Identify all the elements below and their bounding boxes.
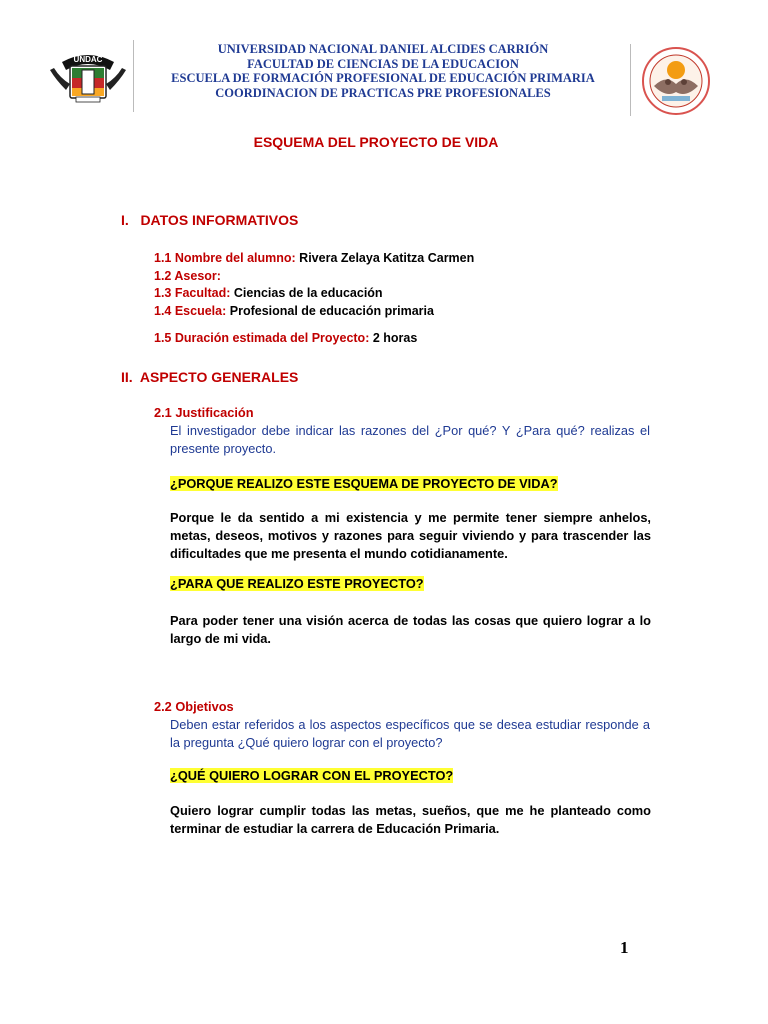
header-divider-left	[133, 40, 134, 112]
section1-heading: I. DATOS INFORMATIVOS	[121, 212, 299, 228]
page-number: 1	[620, 938, 629, 957]
item-label: 1.3 Facultad:	[154, 286, 231, 300]
item-label: 1.5 Duración estimada del Proyecto:	[154, 331, 370, 345]
question-goal-text: ¿QUÉ QUIERO LOGRAR CON EL PROYECTO?	[170, 768, 454, 783]
page-title: ESQUEMA DEL PROYECTO DE VIDA	[253, 134, 499, 150]
header-coordination: COORDINACION DE PRACTICAS PRE PROFESIONALES	[215, 85, 551, 100]
header-university: UNIVERSIDAD NACIONAL DANIEL ALCIDES CARRIÓN	[217, 42, 549, 56]
sub2-instruction: Deben estar referidos a los aspectos específicos que se desea estudiar responde a la pregunta ¿Qué quiero lograr con el proyecto?	[170, 717, 650, 750]
item-value: 2 horas	[369, 331, 418, 345]
sub1-heading: 2.1 Justificación	[154, 405, 254, 420]
item-school	[154, 303, 474, 321]
sub2-heading: 2.2 Objetivos	[154, 699, 234, 714]
section2-heading: II. ASPECTO GENERALES	[121, 369, 299, 385]
question-what-for	[170, 576, 424, 591]
right-seal	[638, 46, 714, 118]
left-logo	[48, 50, 128, 104]
item-student-name	[154, 250, 474, 268]
header-school: ESCUELA DE FORMACIÓN PROFESIONAL DE EDUCACIÓN PRIMARIA	[171, 71, 595, 85]
item-advisor	[154, 268, 474, 286]
header-text	[136, 42, 630, 100]
section1-list	[154, 250, 474, 320]
item-label: 1.1 Nombre del alumno:	[154, 251, 296, 265]
question-why-text: ¿PORQUE REALIZO ESTE ESQUEMA DE PROYECTO DE VIDA?	[170, 476, 558, 491]
item-value: Rivera Zelaya Katitza Carmen	[295, 251, 475, 265]
sub1-instruction: El investigador debe indicar las razones del ¿Por qué? Y ¿Para qué? realizas el presente proyecto.	[170, 423, 650, 456]
item-label: 1.4 Escuela:	[154, 303, 227, 318]
answer-what-for: Para poder tener una visión acerca de todas las cosas que quiero lograr a lo largo de mi vida.	[170, 613, 651, 646]
item-duration	[154, 330, 417, 348]
question-goal	[170, 768, 453, 783]
svg-text:UNDAC: UNDAC	[73, 55, 103, 64]
question-what-for-text: ¿PARA QUE REALIZO ESTE PROYECTO?	[170, 576, 424, 591]
question-why	[170, 476, 558, 491]
item-label: 1.2 Asesor:	[154, 268, 221, 283]
answer-why: Porque le da sentido a mi existencia y me permite tener siempre anhelos, metas, deseos, motivos y razones para seguir viviendo y para trascender las dificultades que me presenta el mundo cotidianamente.	[170, 510, 651, 561]
item-value: Ciencias de la educación	[230, 286, 383, 300]
header-divider-right	[630, 44, 631, 116]
item-value: Profesional de educación primaria	[226, 303, 434, 318]
header-faculty: FACULTAD DE CIENCIAS DE LA EDUCACION	[247, 56, 519, 71]
answer-goal: Quiero lograr cumplir todas las metas, sueños, que me he planteado como terminar de estudiar la carrera de Educación Primaria.	[170, 803, 651, 836]
item-faculty	[154, 285, 474, 303]
